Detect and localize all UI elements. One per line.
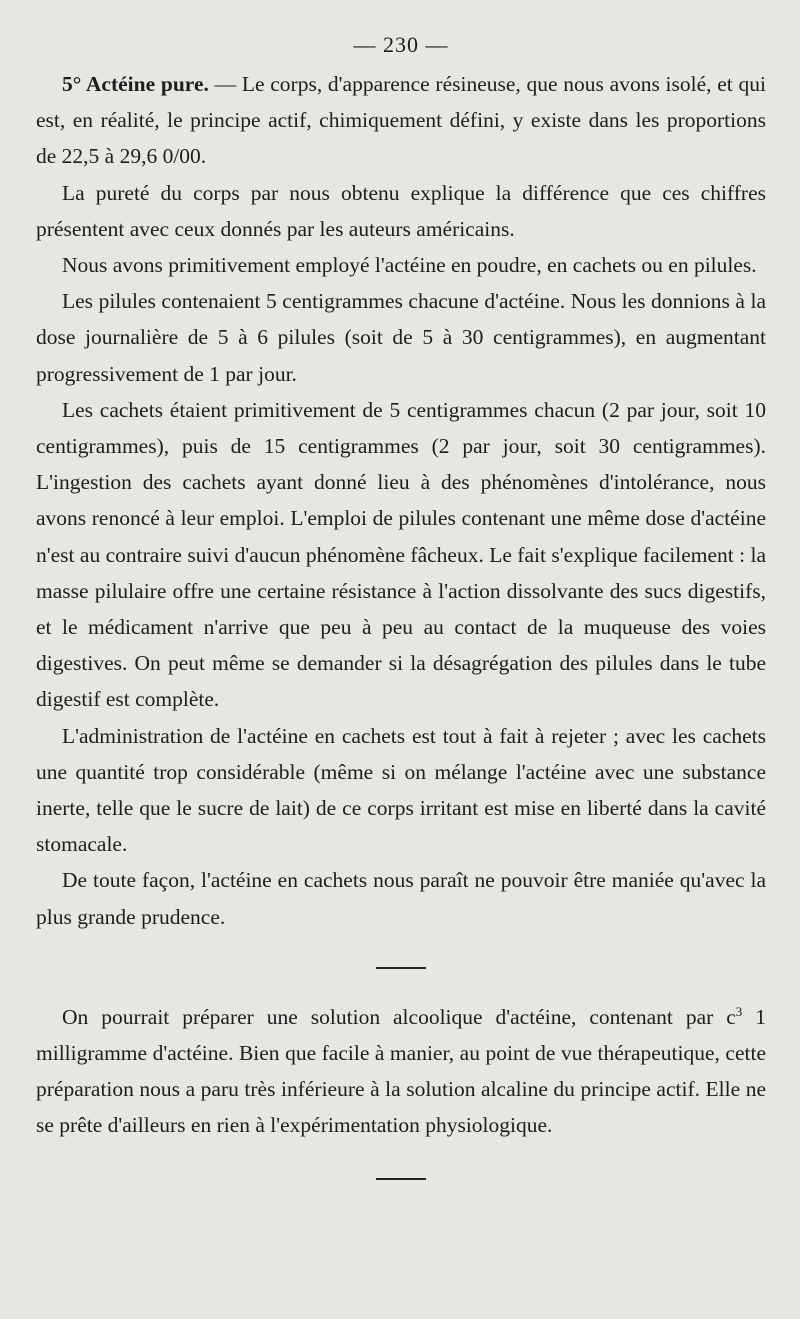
section-divider [376,967,426,969]
end-divider [376,1178,426,1180]
section-heading: 5° Actéine pure. [62,72,209,96]
paragraph-prudence: De toute façon, l'actéine en cachets nous paraît ne pouvoir être maniée qu'avec la plus grande prudence. [36,868,766,929]
paragraph-solution-alcoolique [36,999,766,1144]
paragraph-administration: L'administration de l'actéine en cachets est tout à fait à rejeter ; avec les cachets une quantité trop considérable (même si on mélange l'actéine avec une substance inerte, telle que le sucre de lait) de ce corps irritant est mise en liberté dans la cavité stomacale. [36,723,766,857]
paragraph-purete: La pureté du corps par nous obtenu explique la différence que ces chiffres présentent avec ceux donnés par les auteurs américains. [36,180,766,241]
paragraph-cachets: Les cachets étaient primitivement de 5 centigrammes chacun (2 par jour, soit 10 centigrammes), puis de 15 centigrammes (2 par jour, soit 30 centigrammes). L'ingestion des cachets ayant donné lieu à des phénomènes d'intolérance, nous avons renoncé à leur emploi. L'emploi de pilules contenant une même dose d'actéine n'est au contraire suivi d'aucun phénomène fâcheux. Le fait s'explique facilement : la masse pilulaire offre une certaine résistance à l'action dissolvante des sucs digestifs, et le médicament n'arrive que peu à peu au contact de la muqueuse des voies digestives. On peut même se demander si la désagrégation des pilules dans le tube digestif est complète. [36,397,766,712]
superscript-cube: 3 [735,1003,743,1019]
page-number: — 230 — [353,32,449,57]
paragraph-acteine-pure [36,66,766,175]
paragraph-text: On pourrait préparer une solution alcoolique d'actéine, contenant par c [62,1004,736,1029]
paragraph-emploi-poudre: Nous avons primitivement employé l'actéine en poudre, en cachets ou en pilules. [62,253,757,278]
paragraph-pilules: Les pilules contenaient 5 centigrammes chacune d'actéine. Nous les donnions à la dose journalière de 5 à 6 pilules (soit de 5 à 30 centigrammes), en augmentant progressivement de 1 par jour. [36,289,766,386]
paragraph-text: — Le corps, d'apparence résineuse, que nous avons isolé, et qui est, en réalité, le principe actif, chimiquement défini, y existe dans les proportions de 22,5 à 29,6 0/00. [36,72,766,169]
paragraph-text: 1 milligramme d'actéine. Bien que facile à manier, au point de vue thérapeutique, cette préparation nous a paru très inférieure à la solution alcaline du principe actif. Elle ne se prête d'ailleurs en rien à l'expérimentation physiologique. [36,1004,766,1138]
